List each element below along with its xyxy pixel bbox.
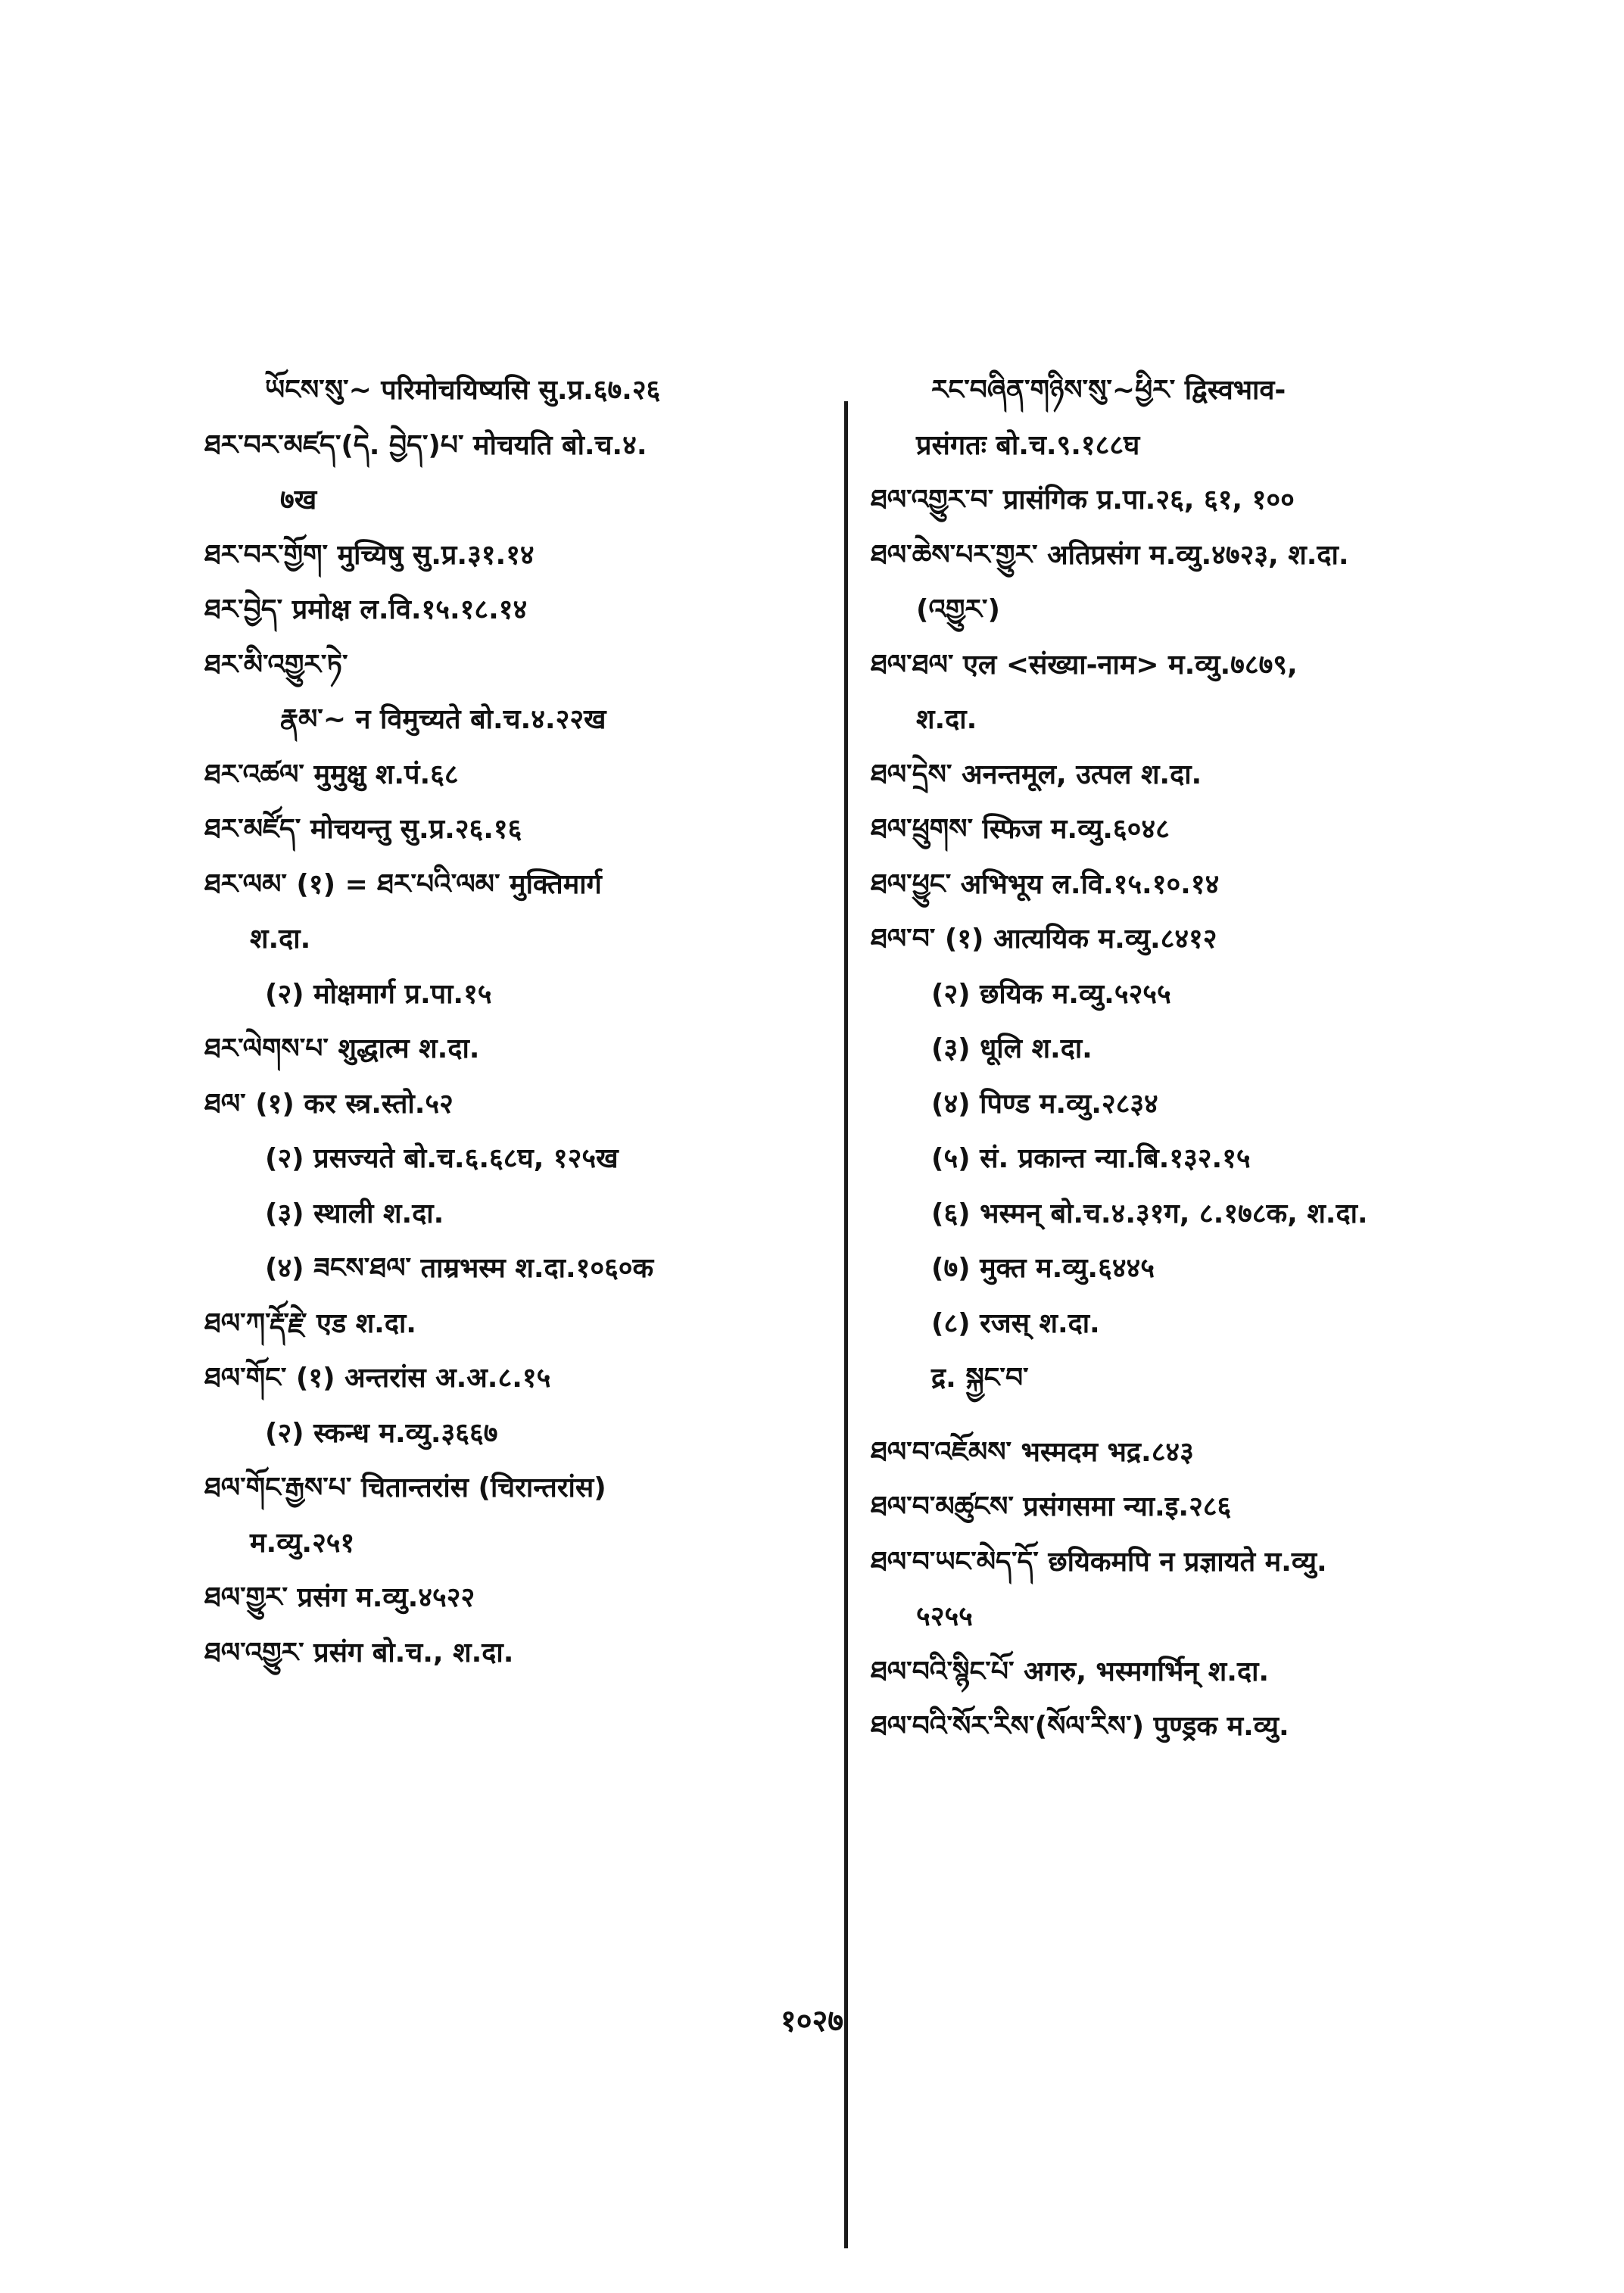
entry-line: ཐལ་བ་ཡང་མེད་དོ་ छयिकमपि न प्रज्ञायते म.व्यु. <box>871 1546 1327 1578</box>
entry-line: ५२५५ <box>916 1601 973 1632</box>
entry-line: ཐལ་བའི་སྙིང་པོ་ अगरु, भस्मगर्भिन् श.दा. <box>871 1656 1270 1687</box>
entry-line: म.व्यु.२५१ <box>250 1527 355 1559</box>
entry-line: (२) मोक्षमार्ग प्र.पा.१५ <box>265 978 492 1010</box>
entry-line: ཐལ་གོང་ (१) अन्तरांस अ.अ.८.१५ <box>204 1363 551 1394</box>
entry-line: (५) सं. प्रकान्त न्या.बि.१३२.१५ <box>931 1143 1251 1174</box>
entry-line: ཐར་ལམ་ (१) = ཐར་པའི་ལམ་ मुक्तिमार्ग <box>204 868 602 900</box>
entry-line: ཐལ་བ་མཚུངས་ प्रसंगसमा न्या.इ.२८६ <box>871 1491 1232 1522</box>
entry-line: (३) स्थाली श.दा. <box>265 1198 444 1229</box>
entry-line: ཐལ་ཕྲུགས་ स्फिज म.व्यु.६०४८ <box>871 814 1170 845</box>
entry-line: རྣམ་~ न विमुच्यते बो.च.४.२२ख <box>280 704 606 735</box>
entry-line: (འགྱུར་) <box>916 594 1000 625</box>
entry-line: ཐལ་ (१) कर स्त्र.स्तो.५२ <box>204 1088 454 1120</box>
entry-line: श.दा. <box>916 704 977 735</box>
entry-line: (४) ཟངས་ཐལ་ ताम्रभस्म श.दा.१०६०क <box>265 1253 654 1284</box>
entry-line: ཐལ་གྱུར་ प्रसंग म.व्यु.४५२२ <box>204 1582 475 1613</box>
entry-line: (७) मुक्त म.व्यु.६४४५ <box>931 1253 1155 1284</box>
column-divider <box>844 401 848 2248</box>
entry-line: ཐར་མཛོད་ मोचयन्तु सु.प्र.२६.१६ <box>204 814 522 845</box>
entry-line: ཐལ་བ་ (१) आत्ययिक म.व्यु.८४१२ <box>871 924 1217 955</box>
entry-line: ७ख <box>280 484 317 516</box>
entry-line: ཐར་བར་མཛད་(དེ. བྱེད་)པ་ मोचयति बो.च.४. <box>204 429 647 461</box>
entry-line: ཐལ་བ་འཇོམས་ भस्मदम भद्र.८४३ <box>871 1436 1194 1468</box>
entry-line: (२) प्रसज्यते बो.च.६.६८घ, १२५ख <box>265 1143 619 1174</box>
entry-line: ཐར་བར་གྱོག་ मुच्यिषु सु.प्र.३१.१४ <box>204 539 535 571</box>
entry-line: प्रसंगतः बो.च.९.१८८घ <box>916 429 1140 461</box>
entry-line: ཐལ་གོང་རྒྱས་པ་ चितान्तरांस (चिरान्तरांस) <box>204 1472 606 1503</box>
left-column <box>204 363 833 1681</box>
entry-line: ཐལ་བའི་སོར་རིས་(སོལ་རིས་) पुण्ड्रक म.व्यु. <box>871 1711 1289 1742</box>
right-column <box>871 363 1529 1755</box>
entry-line: ཐལ་ཐལ་ एल <संख्या-नाम> म.व्यु.७८७९, <box>871 649 1298 681</box>
entry-line: ཐལ་ཆེས་པར་གྱུར་ अतिप्रसंग म.व्यु.४७२३, श.दा. <box>871 539 1349 571</box>
entry-line: (६) भस्मन् बो.च.४.३१ग, ८.१७८क, श.दा. <box>931 1198 1368 1229</box>
entry-line: ཐར་ལེགས་པ་ शुद्धात्म श.दा. <box>204 1033 480 1064</box>
entry-line: ཐལ་དྲེས་ अनन्तमूल, उत्पल श.दा. <box>871 759 1202 790</box>
entry-line: द्र. སྐྱང་བ་ <box>931 1363 1029 1394</box>
page-number: १०२७ <box>780 2004 844 2039</box>
entry-line: རང་བཞིན་གཉིས་སུ་~ཕྱིར་ द्विस्वभाव- <box>931 375 1286 406</box>
entry-line: (३) धूलि श.दा. <box>931 1033 1093 1064</box>
entry-line: (४) पिण्ड म.व्यु.२८३४ <box>931 1088 1158 1120</box>
entry-line: ཡོངས་སུ་~ परिमोचयिष्यसि सु.प्र.६७.२६ <box>265 375 661 406</box>
entry-line: ཐར་བྱེད་ प्रमोक्ष ल.वि.१५.१८.१४ <box>204 594 528 625</box>
entry-line: (२) छयिक म.व्यु.५२५५ <box>931 978 1171 1010</box>
spacer <box>871 1407 1529 1425</box>
entry-line: ཐར་འཚལ་ मुमुक्षु श.पं.६८ <box>204 759 459 790</box>
entry-line: ཐལ་ཀ་རྡོ་རྗེ་ एड श.दा. <box>204 1307 416 1339</box>
entry-line: (२) स्कन्ध म.व्यु.३६६७ <box>265 1417 498 1449</box>
entry-line: श.दा. <box>250 924 311 955</box>
entry-line: ཐལ་འགྱུར་བ་ प्रासंगिक प्र.पा.२६, ६१, १०० <box>871 484 1295 516</box>
entry-line: (८) रजस् श.दा. <box>931 1307 1100 1339</box>
entry-line: ཐལ་ཕྱུང་ अभिभूय ल.वि.१५.१०.१४ <box>871 868 1220 900</box>
entry-line: ཐར་མི་འགྱུར་ཏེ་ <box>204 649 348 681</box>
entry-line: ཐལ་འགྱུར་ प्रसंग बो.च., श.दा. <box>204 1637 514 1668</box>
